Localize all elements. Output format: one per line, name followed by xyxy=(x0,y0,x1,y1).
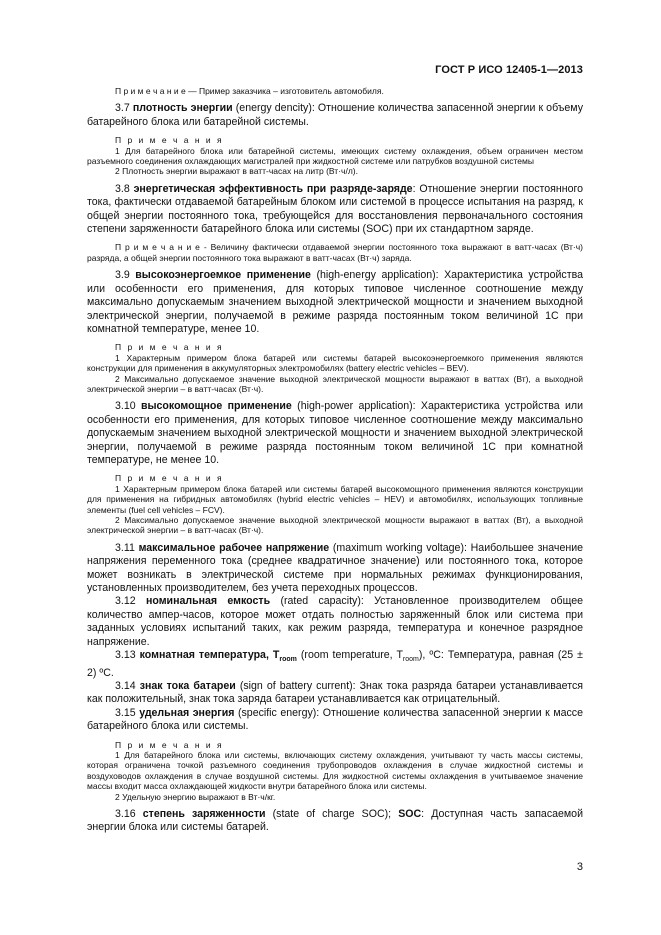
note-item: 2 Максимально допускаемое значение выходной электрической мощности выражают в ваттах (Вт), а выходной электрической энергии – в ватт-часах (Вт·ч). xyxy=(87,373,583,394)
term-abbrev: SOC xyxy=(398,808,422,821)
note-item: 2 Плотность энергии выражают в ватт-часах на литр (Вт·ч/л). xyxy=(115,166,358,177)
term-title: плотность энергии xyxy=(132,102,233,115)
term-title: удельная энергия xyxy=(139,706,235,719)
term-3-8: 3.8 энергетическая эффективность при разряде-заряде: Отношение энергии постоянного тока, фактически отдаваемой батарейным блоком или системой в процессе испытания на разряд, к общей энергии постоянного тока, требующейся для восстановления первоначального состояния степени заряженности батарейного блока или системы (SOC) при их стандартном заряде. xyxy=(87,182,583,236)
page-content xyxy=(87,86,583,835)
page-number: 3 xyxy=(576,861,583,873)
term-title: высокомощное применение xyxy=(140,400,292,413)
note: П р и м е ч а н и е - Величину фактически отдаваемой энергии постоянного тока выражают в ватт-часах (Вт·ч) разряда, а общей энергии постоянного тока выражают в ватт-часах (Вт·ч) заряда. xyxy=(87,242,583,263)
term-3-15: 3.15 удельная энергия (specific energy): Отношение количества запасенной энергии к массе батарейного блока или системы. xyxy=(87,706,583,733)
term-3-13: 3.13 комнатная температура, $T_{room}$ (room temperature, $T_{room}$), ºC: Температура, равная (25 ± 2) ºC. xyxy=(87,649,583,679)
term-title: высокоэнергоемкое применение xyxy=(135,269,311,282)
standard-designation: ГОСТ Р ИСО 12405-1—2013 xyxy=(435,64,583,76)
note-item: 1 Характерным примером блока батарей или системы батарей высокоэнергоемкого применения являются конструкции для применения в аккумуляторных электромобилях (battery electric vehicles – BEV). xyxy=(87,352,583,374)
note: П р и м е ч а н и е — Пример заказчика – изготовитель автомобиля. xyxy=(115,86,384,96)
term-title: максимальное рабочее напряжение xyxy=(138,541,330,554)
notes-heading: П р и м е ч а н и я xyxy=(115,342,224,353)
term-title: энергетическая эффективность при разряде-заряде xyxy=(133,182,413,195)
notes-heading: П р и м е ч а н и я xyxy=(115,473,224,484)
term-3-14: 3.14 знак тока батареи (sign of battery current): Знак тока разряда батареи устанавливается как положительный, знак тока заряда батареи устанавливается как отрицательный. xyxy=(87,679,583,706)
term-3-16: 3.16 степень заряженности (state of charge SOC); SOC: Доступная часть запасаемой энергии блока или системы батарей. xyxy=(87,808,583,834)
term-3-11: 3.11 максимальное рабочее напряжение (maximum working voltage): Наибольшее значение напряжения переменного тока (среднее квадратичное значение) или постоянного тока, которое может возникать в электрической системе при нормальных режимах функционирования, установленных производителем, без учета переходных процессов. xyxy=(87,541,583,595)
term-title: номинальная емкость xyxy=(145,595,271,608)
term-3-7: 3.7 плотность энергии (energy dencity): Отношение количества запасенной энергии к объему батарейного блока или батарейной системы. xyxy=(87,102,583,128)
note-item: 2 Удельную энергию выражают в Вт·ч/кг. xyxy=(115,791,276,802)
note-item: 1 Для батарейного блока или системы, включающих систему охлаждения, учитывают ту часть массы системы, которая ограничена точкой разъемного соединения трубопроводов охлаждения в случае жидкостной системы и воздуховодов охлаждения в случае воздушной системы. Для жидкостной системы охлаждения в учитываемое значение массы входит масса охлаждающей жидкости внутри батарейного блока или системы. xyxy=(87,750,583,792)
notes-heading: П р и м е ч а н и я xyxy=(115,135,224,146)
term-title: знак тока батареи xyxy=(139,679,236,692)
note-item: 1 Характерным примером блока батарей или системы батарей высокомощного применения являются конструкции для применения на гибридных автомобилях (hybrid electric vehicles – HEV) и автомобилях, использующих топливные элементы (fuel cell vehicles – FCV). xyxy=(87,483,583,515)
notes-heading: П р и м е ч а н и я xyxy=(115,739,224,750)
term-3-9: 3.9 высокоэнергоемкое применение (high-energy application): Характеристика устройства или особенности его применения, для которых типовое численное соотношение между максимально допускаемым значением выходной электрической мощности и значением выходной электрической энергии, получаемой в режиме разряда постоянным током величиной 1С при комнатной температуре, менее 10. xyxy=(87,269,583,335)
term-3-10: 3.10 высокомощное применение (high-power application): Характеристика устройства или особенности его применения, для которых типовое численное соотношение между максимально допускаемым значением выходной электрической мощности и значением выходной электрической энергии, получаемой в режиме разряда постоянным током величиной 1С при комнатной температуре, не менее 10. xyxy=(87,400,583,466)
term-title: степень заряженности xyxy=(142,808,266,821)
note-item: 2 Максимально допускаемое значение выходной электрической мощности выражают в ваттах (Вт), а выходной электрической энергии – в ватт-часах (Вт·ч). xyxy=(87,515,583,536)
note-item: 1 Для батарейного блока или батарейной системы, имеющих систему охлаждения, объем ограничен местом разъемного соединения охлаждающих магистралей при жидкостной системе или патрубков воздушной системы xyxy=(87,145,583,167)
term-title: комнатная температура, $T_{room}$ xyxy=(139,649,297,664)
term-3-12: 3.12 номинальная емкость (rated capacity): Установленное производителем общее количество ампер-часов, которое может отдать полностью заряженный блок или система при заданных условиях испытаний таких, как режим разряда, температура и конечное разрядное напряжение. xyxy=(87,595,583,648)
